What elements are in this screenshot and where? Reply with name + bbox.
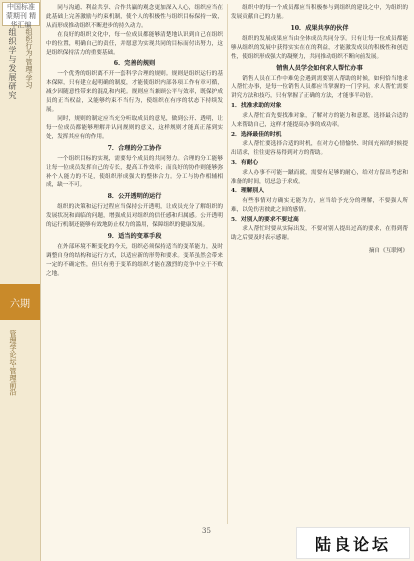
article-content bbox=[46, 4, 410, 524]
paragraph: 组织的决策和运行过程应当保持公开透明，让成员充分了解组织的发展状况和面临的问题，增强成员对组织的信任感和归属感。公开透明的运行机制还能够有效地防止权力的滥用，保障组织的健康发展。 bbox=[46, 204, 223, 229]
right-column bbox=[231, 4, 408, 524]
subsection-heading: 3．有耐心 bbox=[231, 160, 259, 167]
watermark-stamp: 陆良论坛 bbox=[296, 527, 410, 559]
paragraph: 组织中的每一个成员都应当积极参与到组织的建设之中，为组织的发展贡献自己的力量。 bbox=[231, 5, 408, 20]
subsection-heading: 4．理解别人 bbox=[231, 188, 265, 195]
section-heading: 7．合理的分工协作 bbox=[107, 144, 162, 152]
paragraph: 一个优秀的组织离不开一套科学合理的规则。规则是组织运行的基本保障，只有建立起明确的制度，才能使组织内部各项工作有章可循，减少因随意性带来的混乱和内耗。规则应当兼顾公平与效率，既保护成员的正当权益，又能够约束不当行为，使组织在有序的状态下持续发展。 bbox=[46, 71, 223, 114]
paragraph: 在外部环境不断变化的今天，组织必须保持适当的变革能力，及时调整自身的结构和运行方式，以适应新的形势和要求。变革虽然会带来一定的不确定性，但只有勇于变革的组织才能在激烈的竞争中立于不败之地。 bbox=[46, 244, 223, 277]
paragraph: 求人帮忙首先要找准对象，了解对方的能力和意愿，选择最合适的人来帮助自己，这样才能提高办事的成功率。 bbox=[231, 112, 408, 128]
paragraph: 组织的发展成果应当由全体成员共同分享。只有让每一位成员都能够从组织的发展中获得实实在在的利益，才能激发成员的积极性和创造性，使组织形成强大的凝聚力，共同推动组织不断向前发展。 bbox=[231, 35, 408, 60]
paragraph: 销售人员在工作中难免会遇到需要别人帮助的时候，如何恰当地求人帮忙办事，是每一位销售人员都应当掌握的一门学问。求人帮忙需要讲究方法和技巧，只有掌握了正确的方法，才能事半功倍。 bbox=[231, 75, 408, 100]
paragraph: 求人帮忙时要从实际出发，不要对别人提出过高的要求，在得到帮助之后要及时表示感谢。 bbox=[231, 226, 408, 242]
subsection-heading: 2．选择最佳的时机 bbox=[231, 131, 282, 138]
paragraph: 一个组织目标的实现，需要每个成员的共同努力。合理的分工能够让每一位成员发挥自己的专长，提高工作效率；而良好的协作则能够弥补个人能力的不足，使组织形成强大的整体合力。分工与协作相辅相成，缺一不可。 bbox=[46, 155, 223, 189]
subsection-heading: 1．找准求助的对象 bbox=[231, 103, 282, 110]
vertical-journal-title: 组织学与发展研究 bbox=[8, 28, 17, 100]
paragraph: 有些事情对方确实无能为力，应当给予充分的理解，不要强人所难，以免伤害彼此之间的感情。 bbox=[231, 198, 408, 213]
section-heading: 8．公开透明的运行 bbox=[107, 193, 162, 201]
section-side-label: 管理学论坛·管理前沿 bbox=[9, 330, 17, 396]
vertical-journal-subtitle: 组织行为·管理·学习 bbox=[25, 28, 33, 89]
paragraph: 同时，规则的制定应当充分听取成员的意见，做到公开、透明，让每一位成员都能够理解并认同规则的意义，这样规则才能真正落到实处，发挥其应有的作用。 bbox=[46, 115, 223, 140]
paragraph: 同与沟通、利益共享、合作共赢的观念更加深入人心，组织应当在此基础上完善激励与约束机制，使个人的积极性与组织目标保持一致，从而形成推动组织不断进步的持久动力。 bbox=[46, 5, 223, 29]
left-column bbox=[46, 4, 223, 524]
source-citation: 摘自《互联网》 bbox=[368, 248, 408, 255]
sidebar bbox=[0, 0, 41, 561]
paragraph: 求人办事不可能一蹴而就，需要有足够的耐心，给对方留出考虑和准备的时间，切忌急于求成。 bbox=[231, 169, 408, 185]
column-divider bbox=[227, 4, 228, 524]
masthead-logo: 中国标准 蒙期刊 精华汇编 bbox=[2, 2, 40, 26]
section-heading: 6．完善的规则 bbox=[113, 60, 156, 68]
paragraph: 在良好的组织文化中，每一位成员都能够清楚地认识到自己在组织中的位置，明确自己的责任，并愿意为实现共同的目标而付出努力，这是组织保持活力的重要基础。 bbox=[46, 31, 223, 56]
subsection-heading: 5．对别人的要求不要过高 bbox=[231, 216, 299, 223]
article-title: 销售人员学会如何求人帮忙办事 bbox=[276, 64, 363, 72]
page-number: 35 bbox=[202, 527, 211, 535]
section-heading: 10．成果共享的伙伴 bbox=[290, 24, 349, 32]
paragraph: 求人帮忙要选择合适的时机，在对方心情愉快、时间充裕的时候提出请求，往往更容易得到对方的帮助。 bbox=[231, 141, 408, 157]
section-tab: 六期 bbox=[0, 284, 40, 320]
section-heading: 9．适当的变革手段 bbox=[107, 233, 162, 241]
